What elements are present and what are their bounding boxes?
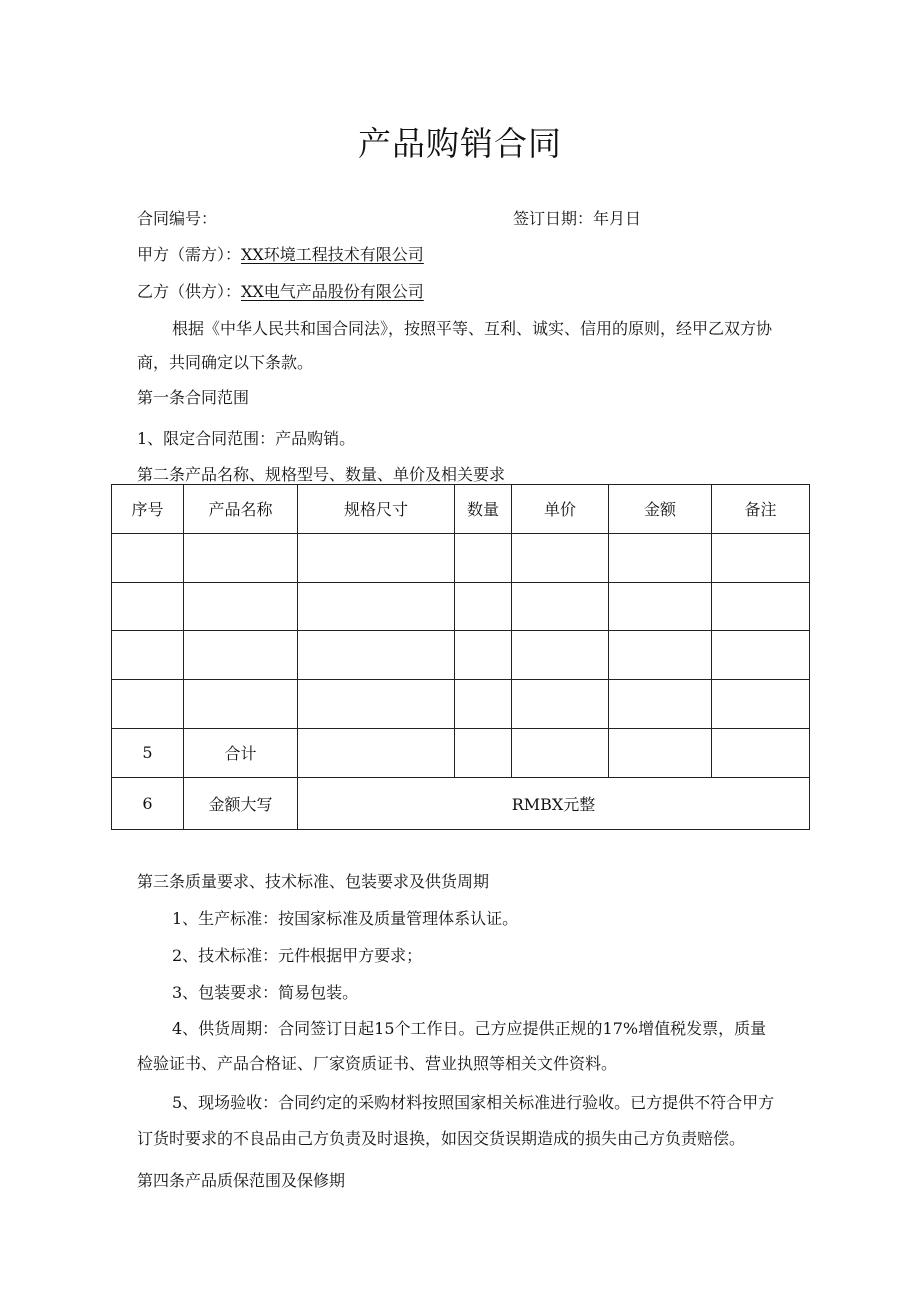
amount-words-value: RMBX元整 (298, 777, 810, 829)
table-cell (298, 582, 455, 631)
party-a-line (137, 242, 424, 265)
article-2-heading: 第二条产品名称、规格型号、数量、单价及相关要求 (137, 465, 506, 484)
table-cell (712, 680, 810, 729)
table-cell (512, 533, 609, 582)
table-cell (112, 631, 184, 680)
header-cell-quantity: 数量 (455, 485, 512, 534)
party-a-name: XX环境工程技术有限公司 (241, 245, 424, 264)
total-label: 合计 (184, 728, 298, 777)
table-cell (609, 582, 712, 631)
article-3-item-5-line-2: 订货时要求的不良品由己方负责及时退换，如因交货误期造成的损失由己方负责赔偿。 (137, 1129, 746, 1148)
amount-row-number: 6 (112, 777, 184, 829)
product-table (111, 484, 810, 830)
table-amount-words-row (112, 777, 810, 829)
table-row (112, 533, 810, 582)
table-cell (712, 728, 810, 777)
table-cell (184, 533, 298, 582)
table-cell (609, 631, 712, 680)
table-cell (455, 728, 512, 777)
table-cell (512, 631, 609, 680)
total-row-number: 5 (112, 728, 184, 777)
table-cell (184, 582, 298, 631)
table-cell (455, 533, 512, 582)
article-3-item-2: 2、技术标准：元件根据甲方要求； (172, 946, 423, 965)
header-cell-unit-price: 单价 (512, 485, 609, 534)
table-cell (298, 631, 455, 680)
intro-line-1: 根据《中华人民共和国合同法》，按照平等、互利、诚实、信用的原则，经甲乙双方协 (172, 319, 773, 338)
table-cell (298, 533, 455, 582)
article-3-item-5-line-1: 5、现场验收：合同约定的采购材料按照国家相关标准进行验收。已方提供不符合甲方 (172, 1093, 775, 1112)
table-cell (455, 582, 512, 631)
table-cell (298, 680, 455, 729)
table-cell (298, 728, 455, 777)
header-cell-remarks: 备注 (712, 485, 810, 534)
contract-number-label: 合同编号： (137, 209, 218, 228)
table-cell (184, 631, 298, 680)
amount-words-label: 金额大写 (184, 777, 298, 829)
table-row (112, 631, 810, 680)
table-cell (455, 680, 512, 729)
article-1-heading: 第一条合同范围 (137, 388, 250, 407)
table-cell (712, 631, 810, 680)
party-a-label: 甲方（需方）： (137, 245, 242, 264)
header-cell-spec: 规格尺寸 (298, 485, 455, 534)
table-header-row (112, 485, 810, 534)
table-cell (512, 680, 609, 729)
table-cell (112, 680, 184, 729)
party-b-label: 乙方（供方）： (137, 282, 242, 301)
table-cell (512, 728, 609, 777)
article-4-heading: 第四条产品质保范围及保修期 (137, 1171, 346, 1190)
table-cell (609, 533, 712, 582)
article-3-heading: 第三条质量要求、技术标准、包装要求及供货周期 (137, 872, 490, 891)
header-cell-product-name: 产品名称 (184, 485, 298, 534)
header-cell-no: 序号 (112, 485, 184, 534)
table-cell (184, 680, 298, 729)
table-row (112, 680, 810, 729)
article-3-item-4-line-2: 检验证书、产品合格证、厂家资质证书、营业执照等相关文件资料。 (137, 1054, 618, 1073)
article-3-item-3: 3、包装要求：简易包装。 (172, 983, 359, 1002)
table-row (112, 582, 810, 631)
article-3-item-1: 1、生产标准：按国家标准及质量管理体系认证。 (172, 909, 519, 928)
table-cell (112, 533, 184, 582)
header-cell-amount: 金额 (609, 485, 712, 534)
party-b-line (137, 279, 424, 302)
sign-date-label: 签订日期：年月日 (513, 209, 642, 228)
table-cell (609, 728, 712, 777)
article-1-item-1: 1、限定合同范围：产品购销。 (137, 429, 356, 448)
table-cell (512, 582, 609, 631)
table-cell (609, 680, 712, 729)
table-cell (712, 582, 810, 631)
table-total-row (112, 728, 810, 777)
table-cell (112, 582, 184, 631)
party-b-name: XX电气产品股份有限公司 (241, 282, 424, 301)
table-cell (455, 631, 512, 680)
table-cell (712, 533, 810, 582)
document-title: 产品购销合同 (358, 124, 562, 163)
intro-line-2: 商，共同确定以下条款。 (137, 353, 314, 372)
article-3-item-4-line-1: 4、供货周期：合同签订日起15个工作日。己方应提供正规的17%增值税发票，质量 (172, 1019, 767, 1038)
